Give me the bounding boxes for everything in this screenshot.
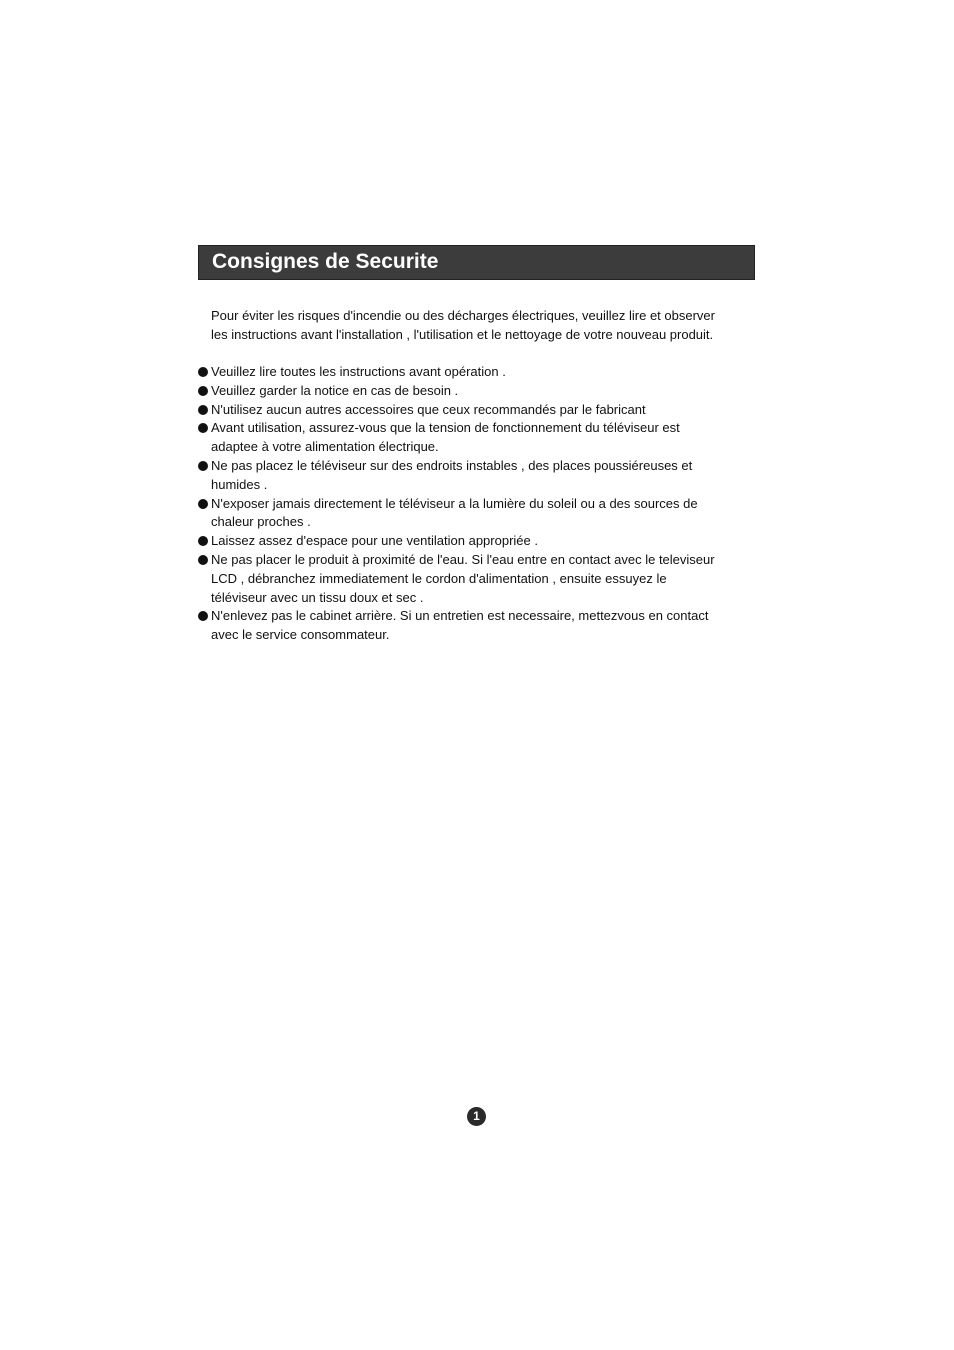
list-item — [198, 382, 778, 401]
bullet-icon — [198, 461, 208, 471]
list-item-text: Ne pas placez le téléviseur sur des endroits instables , des places poussiéreuses et — [211, 457, 693, 473]
list-item-text: Ne pas placer le produit à proximité de l'eau. Si l'eau entre en contact avec le televiseur — [211, 551, 715, 567]
intro-line: les instructions avant l'installation , l'utilisation et le nettoyage de votre nouveau produit. — [211, 327, 714, 342]
list-item — [198, 363, 778, 382]
section-header — [198, 245, 755, 280]
bullet-icon — [198, 555, 208, 565]
list-item — [198, 401, 778, 420]
bullet-icon — [198, 423, 208, 433]
bullet-icon — [198, 536, 208, 546]
bullet-icon — [198, 611, 208, 621]
list-item-text: N'utilisez aucun autres accessoires que ceux recommandés par le fabricant — [211, 401, 646, 417]
list-item-text: adaptee à votre alimentation électrique. — [211, 439, 439, 455]
list-item — [198, 419, 778, 457]
list-item-text: téléviseur avec un tissu doux et sec . — [211, 589, 424, 605]
page-number: 1 — [467, 1107, 486, 1126]
list-item — [198, 457, 778, 495]
intro-paragraph — [211, 306, 771, 344]
list-item-text: Veuillez lire toutes les instructions avant opération . — [211, 364, 506, 379]
list-item-text: LCD , débranchez immediatement le cordon d'alimentation , ensuite essuyez le — [211, 570, 667, 586]
list-item-text: N'enlevez pas le cabinet arrière. Si un entretien est necessaire, mettezvous en contact — [211, 608, 709, 624]
bullet-icon — [198, 405, 208, 415]
list-item-text: Veuillez garder la notice en cas de besoin . — [211, 382, 459, 398]
bullet-icon — [198, 386, 208, 396]
bullet-icon — [198, 367, 208, 377]
list-item — [198, 532, 778, 551]
list-item — [198, 607, 778, 645]
list-item-text: Avant utilisation, assurez-vous que la tension de fonctionnement du téléviseur est — [211, 420, 680, 436]
list-item — [198, 551, 778, 607]
list-item-text: chaleur proches . — [211, 514, 311, 530]
list-item-text: Laissez assez d'espace pour une ventilation appropriée . — [211, 533, 538, 549]
list-item — [198, 495, 778, 533]
section-title: Consignes de Securite — [212, 250, 439, 273]
intro-line: Pour éviter les risques d'incendie ou des décharges électriques, veuillez lire et observer — [211, 308, 715, 323]
list-item-text: avec le service consommateur. — [211, 627, 390, 643]
list-item-text: N'exposer jamais directement le téléviseur a la lumière du soleil ou a des sources de — [211, 495, 698, 511]
bullet-icon — [198, 499, 208, 509]
safety-instructions-list — [198, 363, 778, 645]
list-item-text: humides . — [211, 476, 268, 492]
